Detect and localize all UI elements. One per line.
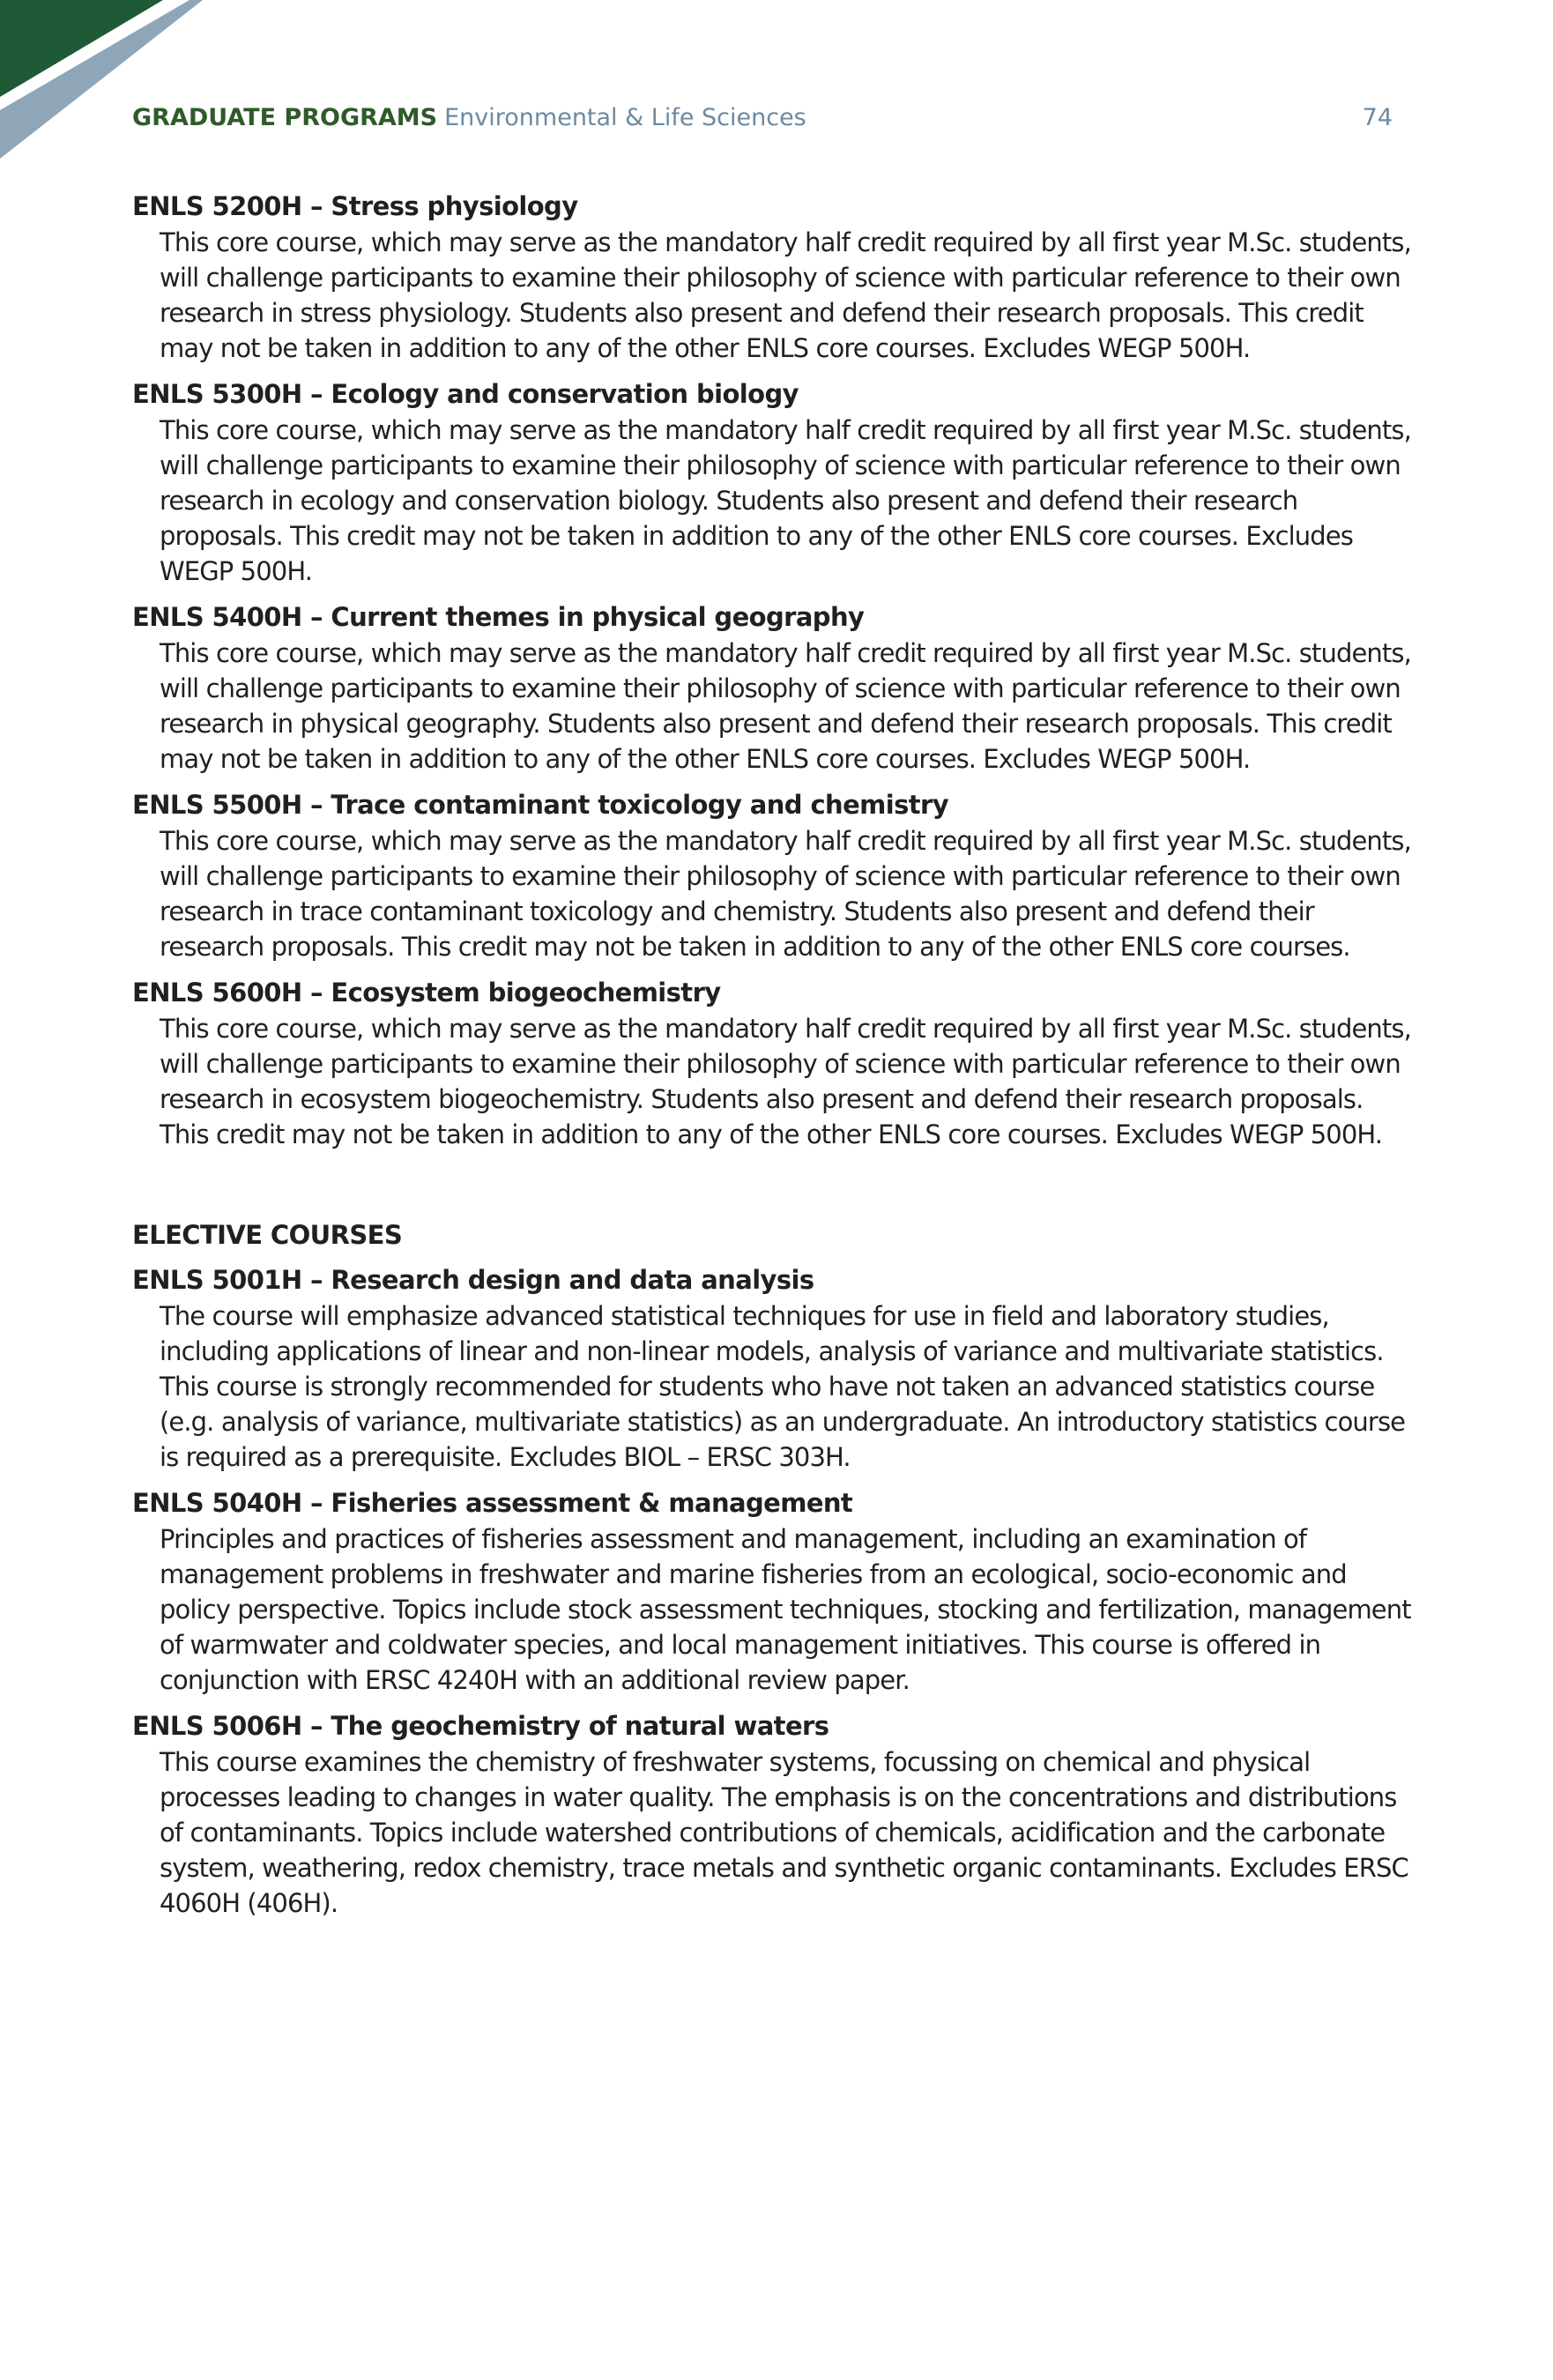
course-title: ENLS 5006H – The geochemistry of natural waters — [132, 1711, 829, 1741]
course-description: The course will emphasize advanced statistical techniques for use in field and laboratory studies, including applications of linear and non-linear models, analysis of variance and multivariate statistics. This course is strongly recommended for students who have not taken an advanced statistics course (e.g. analysis of variance, multivariate statistics) as an undergraduate. An introductory statistics course is required as a prerequisite. Excludes BIOL – ERSC 303H. — [160, 1301, 1406, 1472]
course-title: ENLS 5040H – Fisheries assessment & management — [132, 1488, 853, 1518]
course-description: Principles and practices of fisheries assessment and management, including an examination of management problems in freshwater and marine fisheries from an ecological, socio-economic and policy perspective. Topics include stock assessment techniques, stocking and fertilization, management of warmwater and coldwater species, and local management initiatives. This course is offered in conjunction with ERSC 4240H with an additional review paper. — [160, 1524, 1411, 1695]
course-entry — [132, 1708, 1419, 1921]
course-entry — [132, 189, 1419, 366]
course-entry — [132, 1485, 1419, 1698]
header-subtitle: Environmental & Life Sciences — [444, 104, 806, 131]
course-title: ENLS 5001H – Research design and data analysis — [132, 1265, 814, 1295]
header-section-title: GRADUATE PROGRAMS — [132, 104, 438, 131]
page-number: 74 — [1362, 104, 1393, 131]
course-entry — [132, 376, 1419, 589]
course-description: This core course, which may serve as the mandatory half credit required by all first year M.Sc. students, will challenge participants to examine their philosophy of science with particular reference to their own research in physical geography. Students also present and defend their research proposals. This credit may not be taken in addition to any of the other ENLS core courses. Excludes WEGP 500H. — [160, 638, 1411, 774]
page-header — [132, 100, 1393, 136]
course-description: This course examines the chemistry of freshwater systems, focussing on chemical and physical processes leading to changes in water quality. The emphasis is on the concentrations and distributions of contaminants. Topics include watershed contributions of chemicals, acidification and the carbonate system, weathering, redox chemistry, trace metals and synthetic organic contaminants. Excludes ERSC 4060H (406H). — [160, 1747, 1408, 1918]
course-listing — [132, 189, 1419, 1931]
course-entry — [132, 787, 1419, 964]
course-title: ENLS 5400H – Current themes in physical geography — [132, 602, 865, 632]
course-title: ENLS 5500H – Trace contaminant toxicology and chemistry — [132, 790, 949, 820]
course-description: This core course, which may serve as the mandatory half credit required by all first year M.Sc. students, will challenge participants to examine their philosophy of science with particular reference to their own research in stress physiology. Students also present and defend their research proposals. This credit may not be taken in addition to any of the other ENLS core courses. Excludes WEGP 500H. — [160, 227, 1411, 363]
course-description: This core course, which may serve as the mandatory half credit required by all first year M.Sc. students, will challenge participants to examine their philosophy of science with particular reference to their own research in ecology and conservation biology. Students also present and defend their research proposals. This credit may not be taken in addition to any of the other ENLS core courses. Excludes WEGP 500H. — [160, 415, 1411, 586]
course-title: ENLS 5300H – Ecology and conservation biology — [132, 379, 799, 409]
course-title: ENLS 5200H – Stress physiology — [132, 191, 578, 221]
course-description: This core course, which may serve as the mandatory half credit required by all first year M.Sc. students, will challenge participants to examine their philosophy of science with particular reference to their own research in trace contaminant toxicology and chemistry. Students also present and defend their research proposals. This credit may not be taken in addition to any of the other ENLS core courses. — [160, 826, 1411, 962]
elective-courses-heading: ELECTIVE COURSES — [132, 1220, 403, 1250]
course-entry — [132, 975, 1419, 1152]
course-description: This core course, which may serve as the mandatory half credit required by all first year M.Sc. students, will challenge participants to examine their philosophy of science with particular reference to their own research in ecosystem biogeochemistry. Students also present and defend their research proposals. This credit may not be taken in addition to any of the other ENLS core courses. Excludes WEGP 500H. — [160, 1014, 1411, 1149]
course-entry — [132, 599, 1419, 777]
course-entry — [132, 1262, 1419, 1475]
course-title: ENLS 5600H – Ecosystem biogeochemistry — [132, 978, 721, 1008]
